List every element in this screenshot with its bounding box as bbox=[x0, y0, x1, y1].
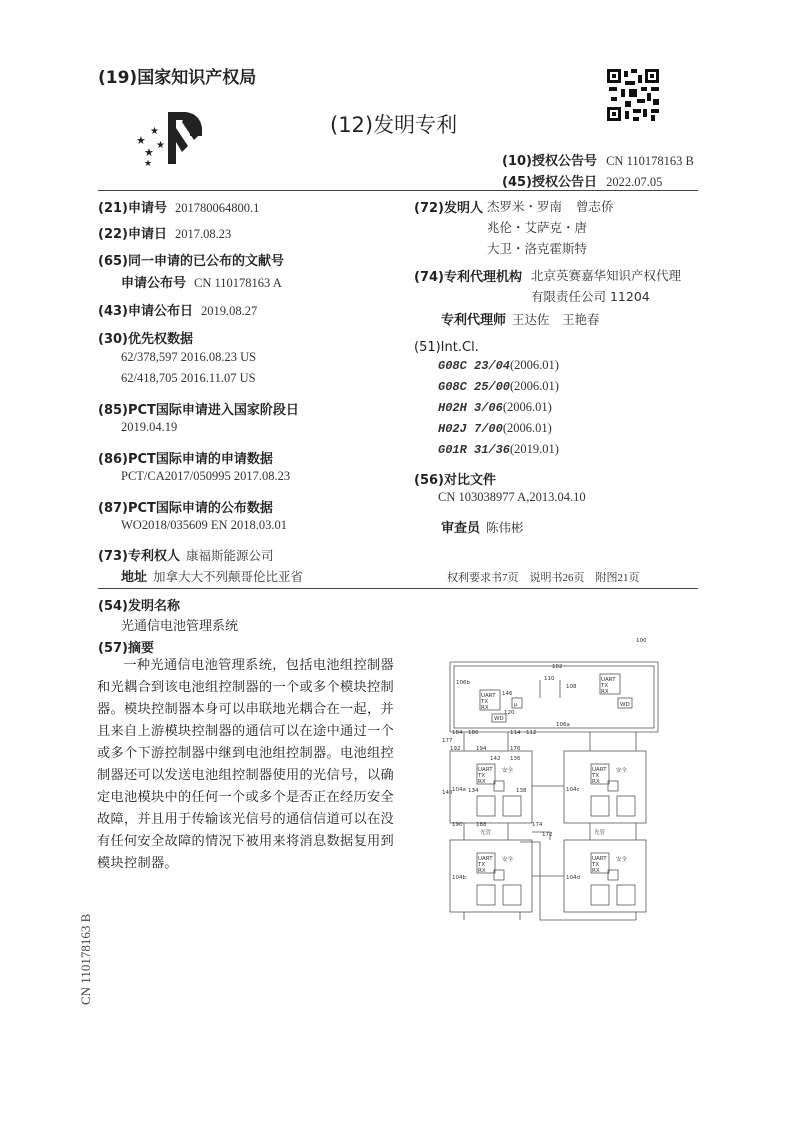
grant-date: 2022.07.05 bbox=[606, 175, 663, 189]
ref-label: 104b bbox=[452, 875, 466, 881]
ref-label: 174 bbox=[532, 822, 543, 828]
ref-label: 110 bbox=[544, 676, 555, 682]
ref-label: 177 bbox=[442, 738, 453, 744]
ref-label: 188 bbox=[476, 822, 487, 828]
ref-label: 192 bbox=[450, 746, 461, 752]
svg-text:★: ★ bbox=[144, 159, 153, 168]
safety-label: 安全 bbox=[502, 857, 514, 863]
abstract-text: 一种光通信电池管理系统，包括电池组控制器和光耦合到该电池组控制器的一个或多个模块控制器。模块控制器本身可以串联地光耦合在一起，并且来自上游模块控制器的通信可以在途中通过一个或多个下游控制器中继到电池组控制器。电池组控制器还可以发送电池组控制器使用的光信号，以确定电池模块中的任何一个或多个是否正在经历安全故障，并且用于传输该光信号的通信信道可以在没有任何安全故障的情况下被用来将消息数据复用到模块控制器。 bbox=[97, 658, 394, 871]
office-name: (19)国家知识产权局 bbox=[98, 68, 257, 88]
abstract-label: (57)摘要 bbox=[98, 641, 154, 656]
ref-label: 106a bbox=[556, 722, 570, 728]
page-counts: 权利要求书7页 说明书26页 附图21页 bbox=[447, 572, 640, 584]
safety-label: 安全 bbox=[502, 768, 514, 774]
address: 加拿大大不列颠哥伦比亚省 bbox=[153, 569, 304, 584]
app-no: 201780064800.1 bbox=[174, 201, 260, 215]
ref-label: 184 bbox=[452, 730, 463, 736]
inventor-name: 杰罗米・罗南 bbox=[487, 199, 563, 214]
ref-label: 120 bbox=[504, 710, 515, 716]
mu-label: μ bbox=[514, 702, 518, 708]
patentee: 康福斯能源公司 bbox=[185, 548, 274, 563]
biblio-divider bbox=[98, 588, 698, 589]
ref-label: 102 bbox=[552, 664, 563, 670]
ref-label: 112 bbox=[526, 730, 537, 736]
uart-label: UART bbox=[601, 677, 616, 683]
rx-label: RX bbox=[478, 779, 486, 785]
pub-date: 2019.08.27 bbox=[200, 304, 258, 318]
side-publication-number: CN 110178163 B bbox=[78, 913, 93, 1005]
uart-label: UART bbox=[478, 767, 493, 773]
pct-pub-data: WO2018/035609 EN 2018.03.01 bbox=[121, 518, 287, 532]
pub-date-label: (43)申请公布日 bbox=[98, 304, 193, 319]
wd-label: WD bbox=[494, 716, 504, 722]
grant-number-label: (10)授权公告号 bbox=[502, 154, 597, 169]
ref-label: 104c bbox=[566, 787, 580, 793]
svg-text:★: ★ bbox=[136, 134, 146, 147]
wd-label: WD bbox=[620, 702, 630, 708]
priority-label: (30)优先权数据 bbox=[98, 332, 193, 347]
ref-label: 194 bbox=[476, 746, 487, 752]
svg-text:★: ★ bbox=[150, 126, 159, 137]
rx-label: RX bbox=[592, 868, 600, 874]
ref-label: 136 bbox=[510, 756, 521, 762]
invention-title: 光通信电池管理系统 bbox=[121, 619, 239, 634]
tx-label: TX bbox=[478, 862, 486, 868]
priority-item: 62/378,597 2016.08.23 US bbox=[121, 350, 257, 364]
inventor-label: (72)发明人 bbox=[414, 201, 483, 216]
ipc-entry: G01R 31/36(2019.01) bbox=[438, 442, 559, 457]
ref-label: 100 bbox=[636, 638, 647, 644]
app-no-label: (21)申请号 bbox=[98, 201, 167, 216]
rx-label: RX bbox=[601, 689, 609, 695]
inventor-name: 曾志侨 bbox=[576, 199, 614, 214]
ref-label: 104a bbox=[452, 787, 466, 793]
grant-date-label: (45)授权公告日 bbox=[502, 175, 597, 190]
rx-label: RX bbox=[478, 868, 486, 874]
inventor-name: 兆伦・艾萨克・唐 bbox=[487, 220, 588, 235]
ref-label: 172 bbox=[542, 832, 553, 838]
title-label: (54)发明名称 bbox=[98, 599, 180, 614]
agency-label: (74)专利代理机构 bbox=[414, 270, 522, 285]
cnipa-emblem-icon bbox=[130, 106, 210, 168]
ipc-entry: G08C 25/00(2006.01) bbox=[438, 379, 559, 394]
tx-label: TX bbox=[601, 683, 609, 689]
agency-name: 有限责任公司 11204 bbox=[531, 289, 650, 304]
svg-text:★: ★ bbox=[156, 140, 165, 151]
pct-pub-label: (87)PCT国际申请的公布数据 bbox=[98, 501, 273, 516]
uart-label: UART bbox=[592, 856, 607, 862]
app-date: 2017.08.23 bbox=[174, 227, 232, 241]
ref-label: 186 bbox=[468, 730, 479, 736]
svg-text:★: ★ bbox=[144, 146, 154, 159]
priority-item: 62/418,705 2016.11.07 US bbox=[121, 371, 256, 385]
ipc-entry: H02J 7/00(2006.01) bbox=[438, 421, 552, 436]
tx-label: TX bbox=[478, 773, 486, 779]
app-date-label: (22)申请日 bbox=[98, 227, 167, 242]
intcl-label: (51)Int.Cl. bbox=[414, 340, 479, 355]
refs-label: (56)对比文件 bbox=[414, 473, 496, 488]
refs: CN 103038977 A,2013.04.10 bbox=[438, 490, 586, 504]
address-label: 地址 bbox=[121, 570, 148, 585]
rx-label: RX bbox=[481, 705, 489, 711]
safety-label: 安全 bbox=[616, 857, 628, 863]
ref-label: 114 bbox=[510, 730, 521, 736]
ref-label: 146 bbox=[502, 691, 513, 697]
grant-number: CN 110178163 B bbox=[606, 154, 694, 168]
pct-entry-date: 2019.04.19 bbox=[121, 420, 178, 434]
agent-label: 专利代理师 bbox=[441, 313, 507, 328]
battery-system-diagram bbox=[440, 636, 670, 922]
pub-no-label: 申请公布号 bbox=[121, 276, 187, 291]
pub-no: CN 110178163 A bbox=[194, 276, 282, 290]
uart-label: UART bbox=[478, 856, 493, 862]
tx-label: TX bbox=[592, 862, 600, 868]
prior-pub-label: (65)同一申请的已公布的文献号 bbox=[98, 254, 284, 269]
examiner-label: 审查员 bbox=[441, 521, 481, 536]
qr-code-icon bbox=[606, 68, 660, 122]
ref-label: 104d bbox=[566, 875, 580, 881]
header-divider bbox=[98, 190, 698, 191]
uart-label: UART bbox=[592, 767, 607, 773]
ref-label: 142 bbox=[490, 756, 501, 762]
pct-entry-label: (85)PCT国际申请进入国家阶段日 bbox=[98, 403, 299, 418]
ipc-entry: H02H 3/06(2006.01) bbox=[438, 400, 552, 415]
ref-label: 138 bbox=[516, 788, 527, 794]
patentee-label: (73)专利权人 bbox=[98, 549, 180, 564]
ref-label: 190 bbox=[452, 822, 463, 828]
examiner: 陈伟彬 bbox=[486, 520, 524, 535]
agent-names: 王达佐 王艳春 bbox=[512, 312, 600, 327]
ref-label: 108 bbox=[566, 684, 577, 690]
safety-label: 安全 bbox=[616, 768, 628, 774]
light-pipe-label: 光管 bbox=[480, 830, 492, 836]
tx-label: TX bbox=[481, 699, 489, 705]
light-pipe-label: 光管 bbox=[594, 830, 606, 836]
ref-label: 176 bbox=[510, 746, 521, 752]
ref-label: 134 bbox=[468, 788, 479, 794]
uart-label: UART bbox=[481, 693, 496, 699]
tx-label: TX bbox=[592, 773, 600, 779]
ref-label: 106b bbox=[456, 680, 470, 686]
agency-name: 北京英赛嘉华知识产权代理 bbox=[531, 268, 682, 283]
ref-label: 140 bbox=[442, 790, 453, 796]
ipc-entry: G08C 23/04(2006.01) bbox=[438, 358, 559, 373]
pct-app-label: (86)PCT国际申请的申请数据 bbox=[98, 452, 273, 467]
pct-app-data: PCT/CA2017/050995 2017.08.23 bbox=[121, 469, 291, 483]
inventor-name: 大卫・洛克霍斯特 bbox=[487, 241, 588, 256]
document-type: (12)发明专利 bbox=[330, 113, 458, 137]
rx-label: RX bbox=[592, 779, 600, 785]
